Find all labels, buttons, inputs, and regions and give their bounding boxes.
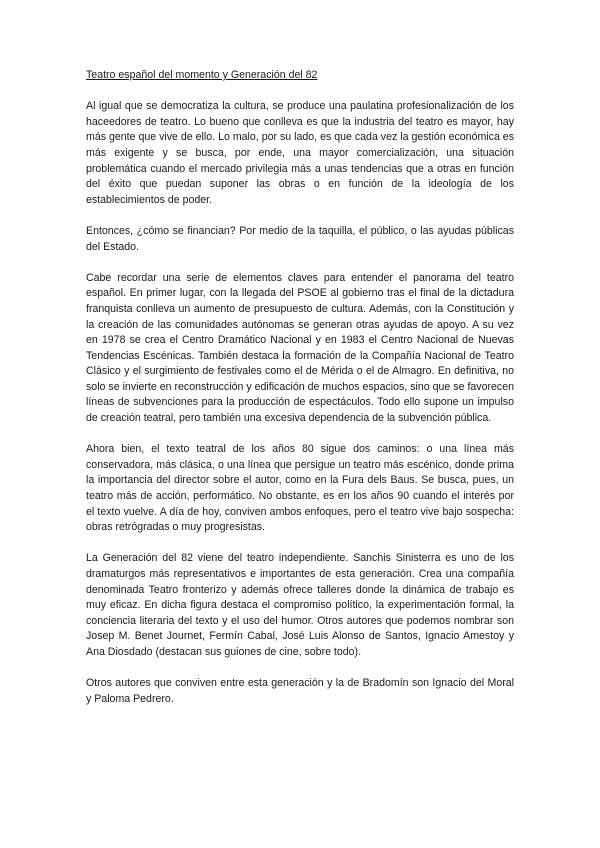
paragraph-otros-autores: Otros autores que conviven entre esta generación y la de Bradomín son Ignacio del Moral y Paloma Pedrero. (86, 677, 514, 705)
paragraph-generacion-82: La Generación del 82 viene del teatro independiente. Sanchis Sinisterra es uno de los dramaturgos más representativos e importantes de esta generación. Crea una compañía denominada Teatro fronterizo y además ofrece talleres donde la dinámica de trabajo es muy eficaz. En dicha figura destaca el compromiso político, la experimentación formal, la conciencia literaria del texto y el uso del humor. Otros autores que podemos nombrar son Josep M. Benet Journet, Fermín Cabal, José Luis Alonso de Santos, Ignacio Amestoy y Ana Diosdado (destacan sus guiones de cine, sobre todo). (86, 552, 514, 658)
document-title: Teatro español del momento y Generación del 82 (86, 69, 318, 81)
paragraph-financiacion: Entonces, ¿cómo se financian? Por medio de la taquilla, el público, o las ayudas públicas del Estado. (86, 224, 514, 253)
paragraph-texto-teatral: Ahora bien, el texto teatral de los años 80 sigue dos caminos: o una línea más conservadora, más clásica, o una línea que persigue un teatro más escénico, donde prima la importancia del director sobre el autor, como en la Fura dels Baus. Se busca, pues, un teatro más de acción, performático. No obstante, es en los años 90 cuando el interés por el texto vuelve. A día de hoy, conviven ambos enfoques, pero el teatro vive bajo sospecha: obras retrógradas o muy progresistas. (86, 443, 514, 534)
paragraph-panorama: Cabe recordar una serie de elementos claves para entender el panorama del teatro español. En primer lugar, con la llegada del PSOE al gobierno tras el final de la dictadura franquista conlleva un aumento de presupuesto de cultura. Además, con la Constitución y la creación de las comunidades autónomas se generan otras ayudas de apoyo. A su vez en 1978 se crea el Centro Dramático Nacional y en 1983 el Centro Nacional de Nuevas Tendencias Escénicas. También destaca la formación de la Compañía Nacional de Teatro Clásico y el surgimiento de festivales como el de Mérida o el de Almagro. En definitiva, no solo se invierte en reconstrucción y edificación de muchos espacios, sino que se favorecen líneas de subvenciones para la producción de espectáculos. Todo ello supone un impulso de creación teatral, pero también una excesiva dependencia de la subvención pública. (86, 271, 514, 425)
paragraph-profesionalizacion: Al igual que se democratiza la cultura, se produce una paulatina profesionalización de los haceedores de teatro. Lo bueno que conlleva es que la industria del teatro es mayor, hay más gente que vive de ello. Lo malo, por su lado, es que cada vez la gestión económica es más exigente y se busca, por ende, una mayor comercialización, una situación problemática cuando el mercado privilegia más a unas tendencias que a otras en función del éxito que puedan suponer las obras o en función de la ideología de los establecimientos de poder. (86, 100, 514, 206)
document-page (86, 68, 514, 723)
